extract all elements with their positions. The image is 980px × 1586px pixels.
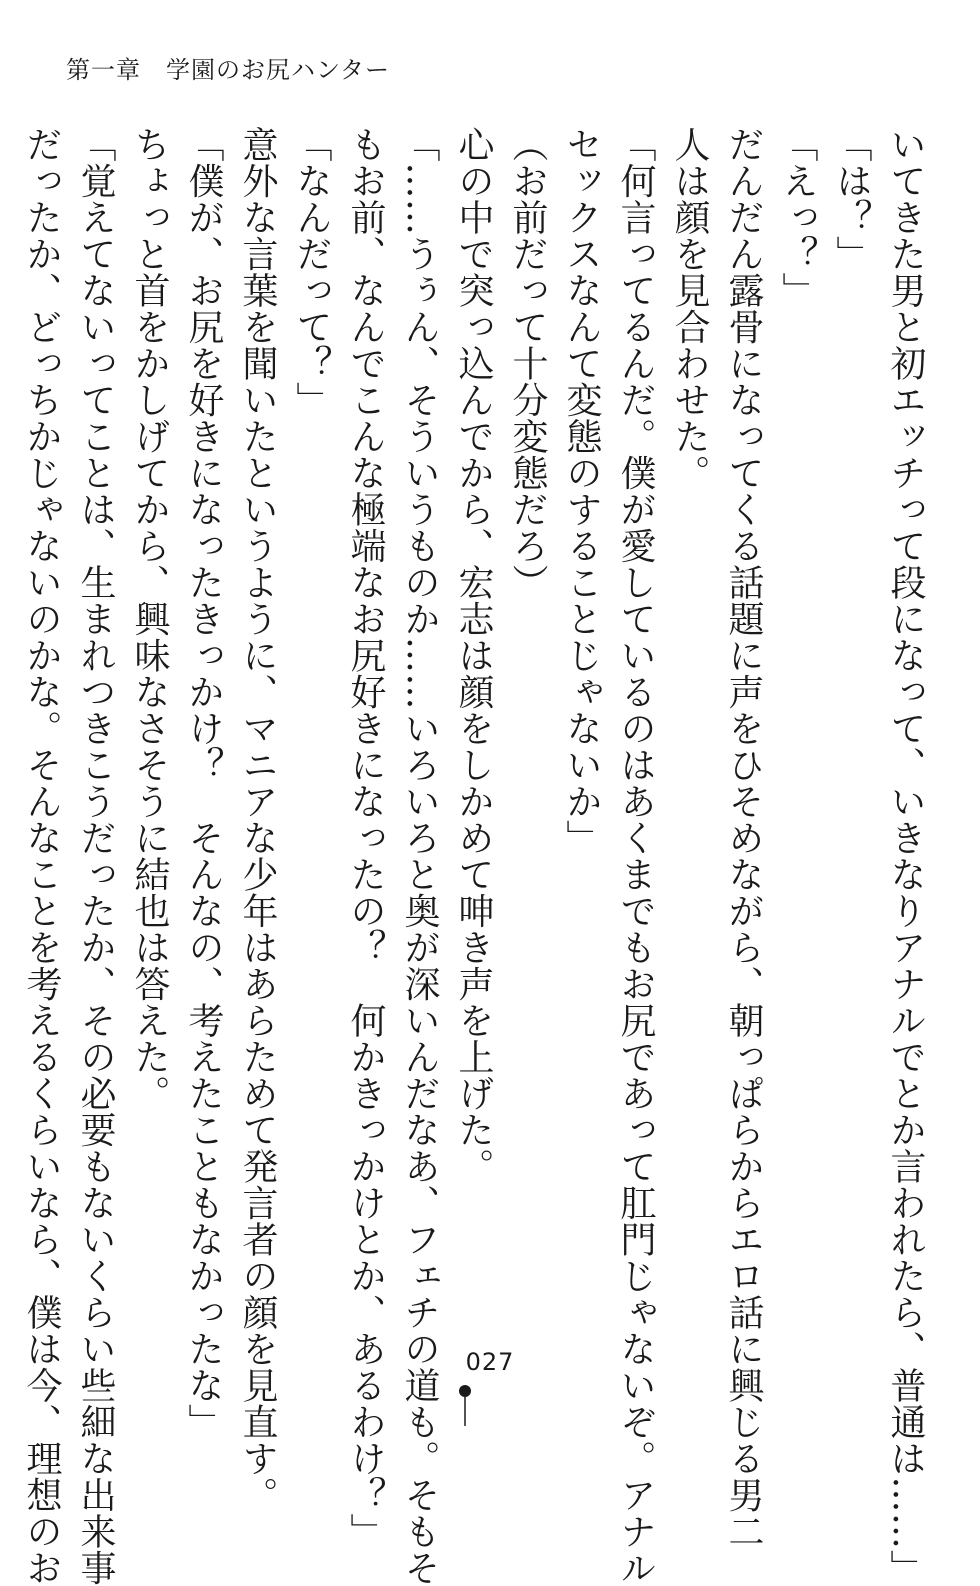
text-line: 「なんだって？」 <box>291 126 332 418</box>
text-line: いてきた男と初エッチって段になって、いきなりアナルでとか言われたら、普通は……」 <box>885 126 926 1586</box>
text-line: だんだん露骨になってくる話題に声をひそめながら、朝っぱらからエロ話に興じる男二 <box>723 126 764 1550</box>
text-line: 「えっ？」 <box>777 126 818 309</box>
text-line: 心の中で突っ込んでから、宏志は顔をしかめて呻き声を上げた。 <box>453 126 494 1185</box>
text-line: 意外な言葉を聞いたというように、マニアな少年はあらためて発言者の顔を見直す。 <box>237 126 278 1513</box>
text-line: 「覚えてないってことは、生まれつきこうだったか、その必要もないくらい些細な出来事 <box>75 126 116 1586</box>
chapter-header: 第一章 学園のお尻ハンター <box>66 56 391 84</box>
text-line: セックスなんて変態のすることじゃないか」 <box>561 126 602 856</box>
page-number: 027 <box>465 1348 515 1376</box>
text-line: 「……うぅん、そういうものか……いろいろと奥が深いんだなあ、フェチの道も。そもそ <box>399 126 440 1586</box>
page-marker-icon <box>458 1384 472 1426</box>
text-line: ちょっと首をかしげてから、興味なさそうに結也は答えた。 <box>129 126 170 1112</box>
text-line: 「僕が、お尻を好きになったきっかけ？ そんなの、考えたこともなかったな」 <box>183 126 224 1440</box>
text-line: だったか、どっちかじゃないのかな。そんなことを考えるくらいなら、僕は今、理想のお <box>21 126 62 1586</box>
text-line: 「は？」 <box>831 126 872 272</box>
text-line: もお前、なんでこんな極端なお尻好きになったの？ 何かきっかけとか、あるわけ？」 <box>345 126 386 1550</box>
text-line: 人は顔を見合わせた。 <box>669 126 710 491</box>
text-line: （お前だって十分変態だろ） <box>507 126 548 601</box>
text-line: 「何言ってるんだ。僕が愛しているのはあくまでもお尻であって肛門じゃないぞ。アナル <box>615 126 656 1586</box>
